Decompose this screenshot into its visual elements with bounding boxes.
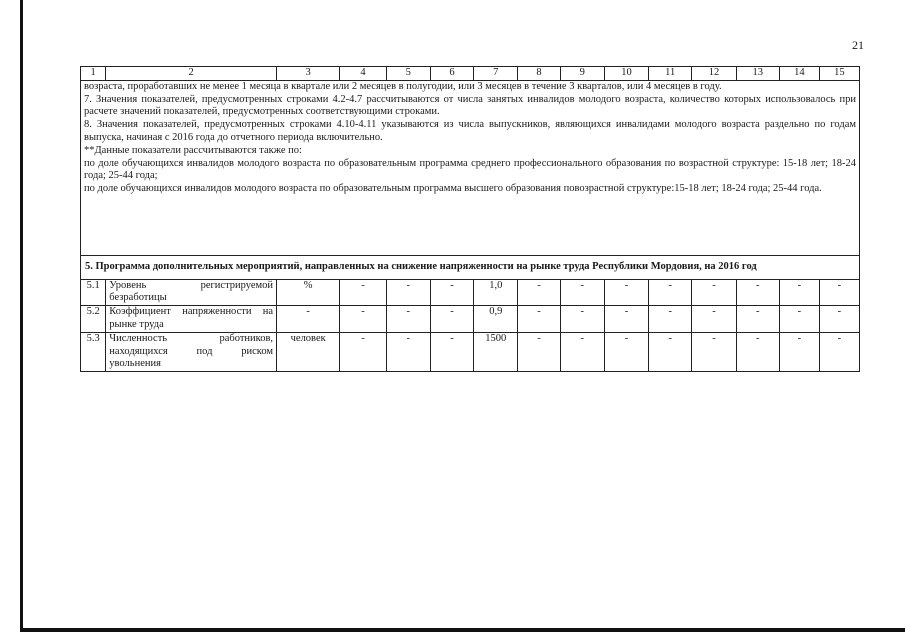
value-cell: -: [386, 279, 430, 306]
value-cell: -: [692, 279, 736, 306]
value-cell: 1,0: [474, 279, 518, 306]
indicators-table: [80, 66, 860, 372]
table-row: [81, 332, 860, 371]
row-number: 5.1: [81, 279, 106, 306]
table-row: [81, 279, 860, 306]
value-cell: -: [736, 279, 779, 306]
indicator-name: Уровень регистрируемой безработицы: [106, 279, 277, 306]
value-cell: -: [560, 279, 604, 306]
value-cell: -: [649, 279, 692, 306]
value-cell: -: [560, 332, 604, 371]
section-heading-row: [81, 255, 860, 279]
row-number: 5.2: [81, 306, 106, 333]
value-cell: -: [386, 332, 430, 371]
value-cell: -: [430, 279, 473, 306]
column-number: 1: [81, 67, 106, 81]
value-cell: -: [649, 306, 692, 333]
column-number: 7: [474, 67, 518, 81]
value-cell: -: [340, 279, 386, 306]
value-cell: -: [736, 306, 779, 333]
value-cell: -: [819, 332, 859, 371]
note-paragraph: 8. Значения показателей, предусмотренных строками 4.10-4.11 указываются из числа выпускников, являющихся инвалидами молодого возраста раздельно по годам выпуска, начиная с 2016 года до отчетного периода включительно.: [84, 119, 856, 143]
note-paragraph: по доле обучающихся инвалидов молодого возраста по образовательным программа высшего образования повозрастной структуре:15-18 лет; 18-24 года; 25-44 года.: [84, 183, 822, 195]
section-title: 5. Программа дополнительных мероприятий, направленных на снижение напряженности на рынке труда Республики Мордовия, на 2016 год: [81, 255, 860, 279]
unit-cell: %: [277, 279, 340, 306]
value-cell: -: [518, 279, 560, 306]
column-number: 14: [779, 67, 819, 81]
value-cell: -: [779, 332, 819, 371]
unit-cell: человек: [277, 332, 340, 371]
scan-border-bottom: [20, 628, 905, 632]
value-cell: 1500: [474, 332, 518, 371]
note-paragraph: возраста, проработавших не менее 1 месяца в квартале или 2 месяцев в полугодии, или 3 месяцев в течение 3 кварталов, или 4 месяцев в году.: [84, 80, 722, 92]
value-cell: -: [604, 306, 648, 333]
column-number: 6: [430, 67, 473, 81]
scan-border-left: [20, 0, 23, 632]
value-cell: -: [340, 332, 386, 371]
value-cell: -: [604, 332, 648, 371]
value-cell: -: [430, 332, 473, 371]
column-number: 5: [386, 67, 430, 81]
value-cell: -: [604, 279, 648, 306]
column-number: 4: [340, 67, 386, 81]
table-row: [81, 306, 860, 333]
value-cell: -: [560, 306, 604, 333]
note-paragraph: по доле обучающихся инвалидов молодого возраста по образовательным программа среднего профессионального образования по возрастной структуре: 15-18 лет; 18-24 года; 25-44 года;: [84, 157, 856, 182]
value-cell: -: [386, 306, 430, 333]
column-number: 9: [560, 67, 604, 81]
column-number: 12: [692, 67, 736, 81]
column-number: 3: [277, 67, 340, 81]
value-cell: -: [340, 306, 386, 333]
row-number: 5.3: [81, 332, 106, 371]
column-number: 10: [604, 67, 648, 81]
note-paragraph: 7. Значения показателей, предусмотренных строками 4.2-4.7 рассчитываются от числа занятых инвалидов молодого возраста, количество которых использовалось при расчете значений показателей, предусмотренных соответствующими строками.: [84, 93, 856, 118]
value-cell: -: [649, 332, 692, 371]
column-number: 11: [649, 67, 692, 81]
value-cell: -: [736, 332, 779, 371]
column-number: 8: [518, 67, 560, 81]
column-number: 15: [819, 67, 859, 81]
value-cell: -: [692, 306, 736, 333]
unit-cell: -: [277, 306, 340, 333]
value-cell: -: [779, 279, 819, 306]
value-cell: -: [779, 306, 819, 333]
page-number: 21: [852, 38, 864, 52]
notes-row: [81, 80, 860, 255]
indicator-name: Численность работников, находящихся под риском увольнения: [106, 332, 277, 371]
column-number: 2: [106, 67, 277, 81]
value-cell: -: [819, 279, 859, 306]
column-number: 13: [736, 67, 779, 81]
value-cell: -: [518, 306, 560, 333]
notes-cell: [81, 80, 860, 255]
value-cell: 0,9: [474, 306, 518, 333]
column-number-row: [81, 67, 860, 81]
value-cell: -: [692, 332, 736, 371]
value-cell: -: [430, 306, 473, 333]
value-cell: -: [819, 306, 859, 333]
value-cell: -: [518, 332, 560, 371]
indicator-name: Коэффициент напряженности на рынке труда: [106, 306, 277, 333]
note-paragraph: **Данные показатели рассчитываются также по:: [84, 144, 302, 156]
